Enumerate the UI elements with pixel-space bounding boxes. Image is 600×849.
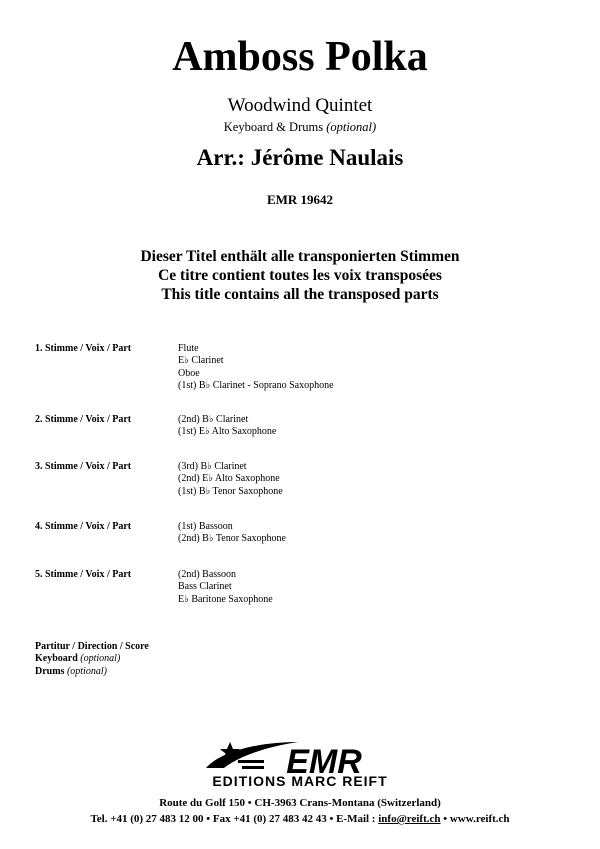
notice-en: This title contains all the transposed parts (161, 286, 439, 303)
part-instruments (178, 414, 276, 439)
notice-de: Dieser Titel enthält alle transponierten Stimmen (140, 248, 460, 265)
part-label: 4. Stimme / Voix / Part (35, 521, 132, 532)
subtitle: Woodwind Quintet (227, 95, 373, 116)
publisher-address: Route du Golf 150 • CH-3963 Crans-Montana (Switzerland) (159, 797, 441, 809)
part-label: 5. Stimme / Voix / Part (35, 569, 132, 580)
transposition-notice (0, 247, 600, 304)
instrument: (1st) Bassoon (178, 521, 233, 532)
catalog-code: EMR 19642 (266, 192, 334, 207)
publisher-contact (0, 814, 600, 825)
drums-label: Drums (35, 665, 65, 677)
instrument: Oboe (178, 367, 200, 379)
extras (35, 641, 149, 678)
contact-website: • www.reift.ch (440, 813, 510, 825)
instrumentation-text: Keyboard & Drums (223, 120, 324, 134)
part-instruments (178, 569, 273, 606)
email-link[interactable]: info@reift.ch (378, 813, 441, 825)
instrument: (3rd) B♭ Clarinet (178, 461, 247, 472)
part-instruments (178, 343, 334, 392)
instrument: (2nd) Bassoon (178, 569, 237, 580)
instrument: (2nd) E♭ Alto Saxophone (178, 473, 280, 485)
arranger: Arr.: Jérôme Naulais (196, 145, 404, 170)
part-label: 3. Stimme / Voix / Part (35, 461, 132, 472)
title: Amboss Polka (172, 34, 428, 80)
logo-letters: EMR (286, 743, 362, 781)
keyboard-label: Keyboard (35, 653, 78, 665)
instrument: E♭ Baritone Saxophone (178, 593, 273, 605)
instrument: E♭ Clarinet (178, 355, 224, 367)
part-instruments (178, 461, 283, 498)
instrument: (1st) B♭ Clarinet - Soprano Saxophone (178, 379, 334, 391)
instrument: (2nd) B♭ Clarinet (178, 414, 249, 425)
part-label: 2. Stimme / Voix / Part (35, 414, 132, 425)
keyboard-optional: (optional) (80, 653, 121, 665)
part-instruments (178, 521, 286, 546)
publisher-name: EDITIONS MARC REIFT (212, 773, 388, 789)
drums-line (35, 666, 149, 678)
instrument: (1st) E♭ Alto Saxophone (178, 426, 277, 438)
instrument: (2nd) B♭ Tenor Saxophone (178, 533, 286, 545)
instrument: Bass Clarinet (178, 581, 232, 593)
drums-optional: (optional) (66, 665, 107, 677)
notice-fr: Ce titre contient toutes les voix transposées (158, 267, 442, 284)
part-label: 1. Stimme / Voix / Part (35, 343, 132, 354)
instrumentation-optional: (optional) (326, 120, 377, 134)
instrument: (1st) B♭ Tenor Saxophone (178, 485, 283, 497)
logo-swoosh (206, 742, 298, 768)
instrumentation (0, 121, 600, 134)
keyboard-line (35, 653, 149, 665)
contact-phone-fax: Tel. +41 (0) 27 483 12 00 • Fax +41 (0) 27 483 42 43 • E-Mail : (90, 813, 379, 825)
instrument: Flute (178, 343, 199, 354)
score-label: Partitur / Direction / Score (35, 641, 149, 652)
